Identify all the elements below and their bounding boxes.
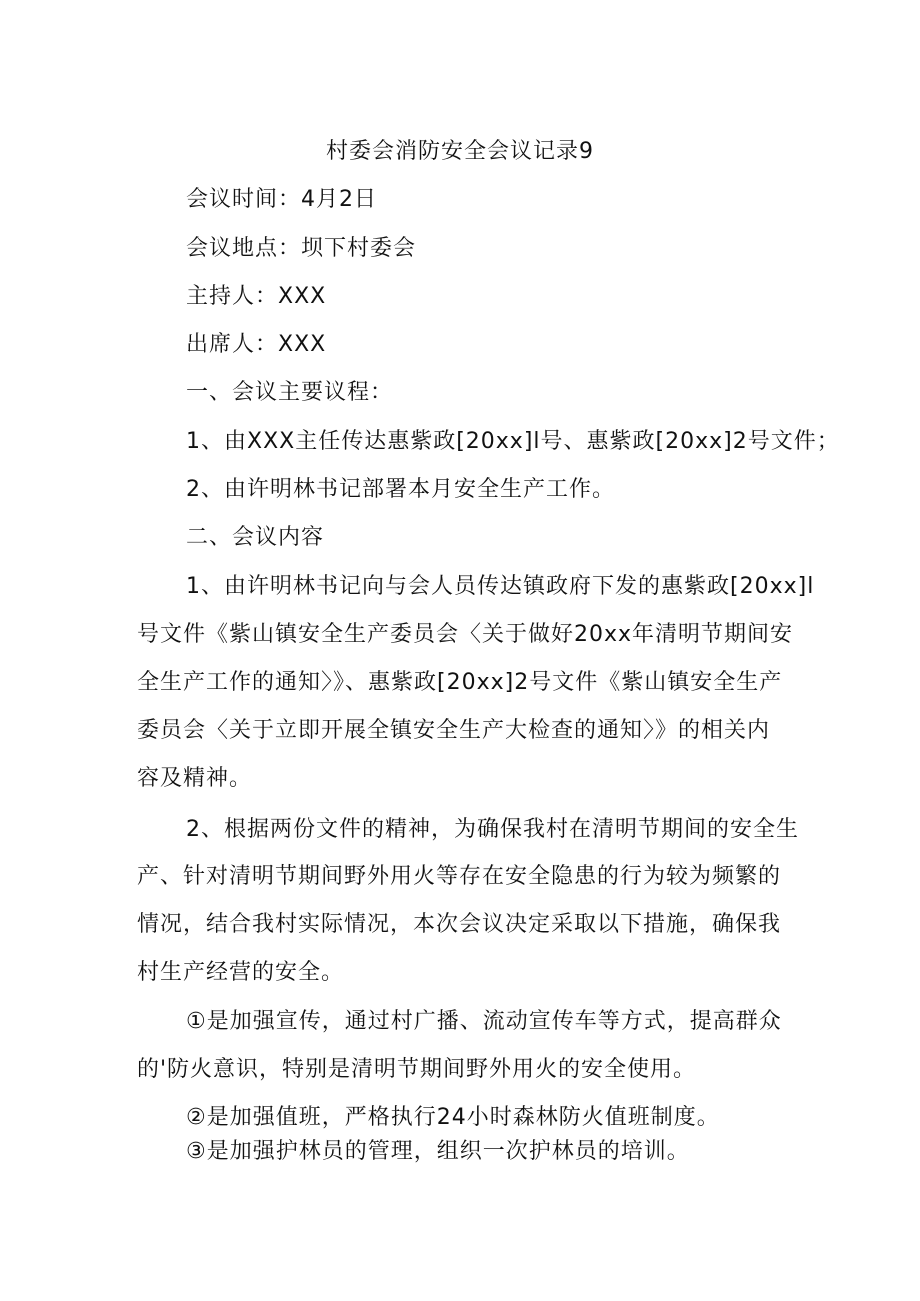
- meeting-host: 主持人：XXX: [186, 284, 327, 309]
- measure-3: ③是加强护林员的管理，组织一次护林员的培训。: [186, 1139, 690, 1164]
- meeting-time: 会议时间：4月2日: [186, 187, 377, 212]
- content-paragraph-2-line: 2、根据两份文件的精神，为确保我村在清明节期间的安全生: [186, 817, 799, 842]
- agenda-item: 2、由许明林书记部署本月安全生产工作。: [186, 477, 615, 502]
- content-paragraph-2-line: 村生产经营的安全。: [137, 960, 345, 985]
- content-paragraph-1-line: 号文件《紫山镇安全生产委员会〈关于做好20xx年清明节期间安: [137, 622, 794, 647]
- measure-2: ②是加强值班，严格执行24小时森林防火值班制度。: [186, 1105, 720, 1130]
- content-paragraph-2-line: 情况，结合我村实际情况，本次会议决定采取以下措施，确保我: [137, 912, 782, 937]
- content-paragraph-1-line: 全生产工作的通知〉》、惠紫政[20xx]2号文件《紫山镇安全生产: [137, 670, 783, 695]
- meeting-attendees: 出席人：XXX: [186, 332, 327, 357]
- agenda-item: 1、由XXX主任传达惠紫政[20xx]l号、惠紫政[20xx]2号文件；: [186, 429, 840, 454]
- content-paragraph-1-line: 1、由许明林书记向与会人员传达镇政府下发的惠紫政[20xx]l: [186, 574, 815, 599]
- measure-1-line: 的'防火意识，特别是清明节期间野外用火的安全使用。: [137, 1057, 697, 1082]
- section-heading-content: 二、会议内容: [186, 525, 325, 550]
- meeting-place: 会议地点：坝下村委会: [186, 236, 417, 261]
- document-title: 村委会消防安全会议记录9: [326, 139, 594, 164]
- content-paragraph-1-line: 委员会〈关于立即开展全镇安全生产大检查的通知〉》的相关内: [137, 718, 771, 743]
- content-paragraph-1-line: 容及精神。: [137, 766, 253, 791]
- measure-1-line: ①是加强宣传，通过村广播、流动宣传车等方式，提高群众: [186, 1009, 782, 1034]
- content-paragraph-2-line: 产、针对清明节期间野外用火等存在安全隐患的行为较为频繁的: [137, 864, 782, 889]
- section-heading-agenda: 一、会议主要议程：: [186, 380, 394, 405]
